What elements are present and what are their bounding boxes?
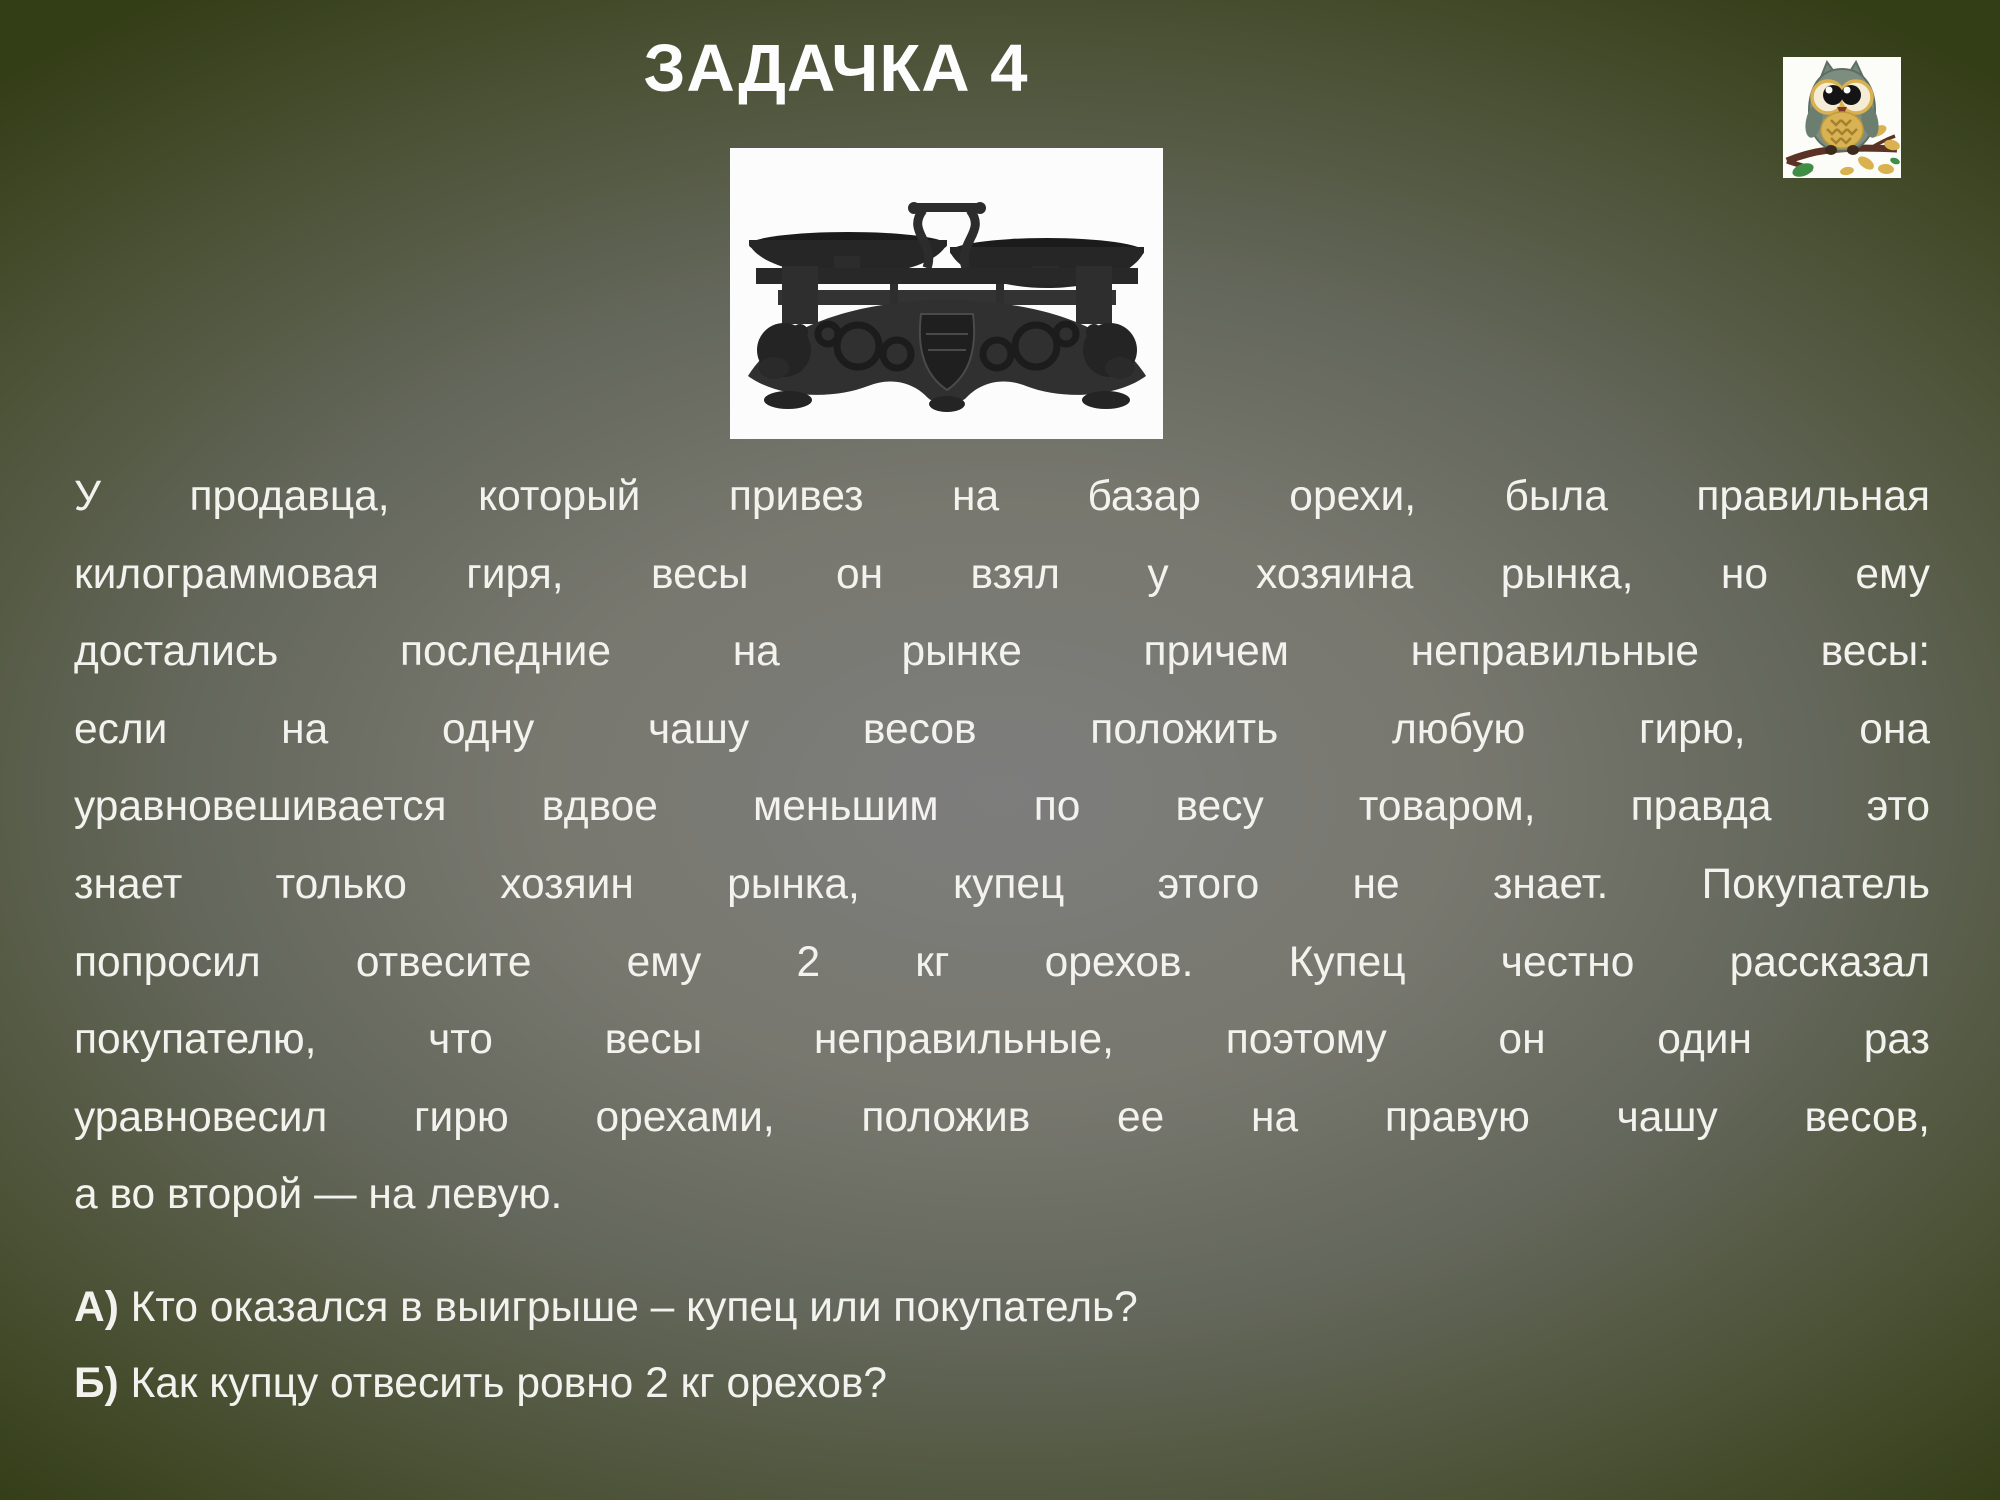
question-b-text: Как купцу отвесить ровно 2 кг орехов? <box>118 1359 888 1407</box>
question-a-prefix: А) <box>74 1283 119 1331</box>
problem-text-line: знает только хозяин рынка, купец этого не знает. Покупатель <box>74 860 1930 908</box>
problem-text-line: если на одну чашу весов положить любую гирю, она <box>74 705 1930 753</box>
problem-text-line: попросил отвесите ему 2 кг орехов. Купец честно рассказал <box>74 938 1930 986</box>
owl-icon <box>1783 57 1901 178</box>
problem-text-line: покупателю, что весы неправильные, поэтому он один раз <box>74 1016 1930 1064</box>
problem-text-line: а во второй — на левую. <box>74 1171 563 1219</box>
problem-text-line: У продавца, который привез на базар орехи, была правильная <box>74 473 1930 520</box>
question-b-prefix: Б) <box>74 1359 119 1407</box>
problem-text-line: достались последние на рынке причем неправильные весы: <box>74 628 1930 676</box>
question-line-a <box>74 1270 1930 1346</box>
problem-text-line: уравновесил гирю орехами, положив ее на правую чашу весов, <box>74 1093 1930 1141</box>
owl-image <box>1783 57 1901 178</box>
problem-text <box>74 458 1930 1422</box>
questions-block <box>74 1270 1930 1422</box>
question-line-b <box>74 1346 1930 1422</box>
page-title: ЗАДАЧКА 4 <box>643 31 1029 106</box>
balance-scales-icon <box>730 148 1163 439</box>
scales-image <box>730 148 1163 439</box>
problem-text-line: уравновешивается вдвое меньшим по весу товаром, правда это <box>74 783 1930 831</box>
question-a-text: Кто оказался в выигрыше – купец или покупатель? <box>118 1283 1138 1331</box>
problem-text-line: килограммовая гиря, весы он взял у хозяина рынка, но ему <box>74 550 1930 598</box>
